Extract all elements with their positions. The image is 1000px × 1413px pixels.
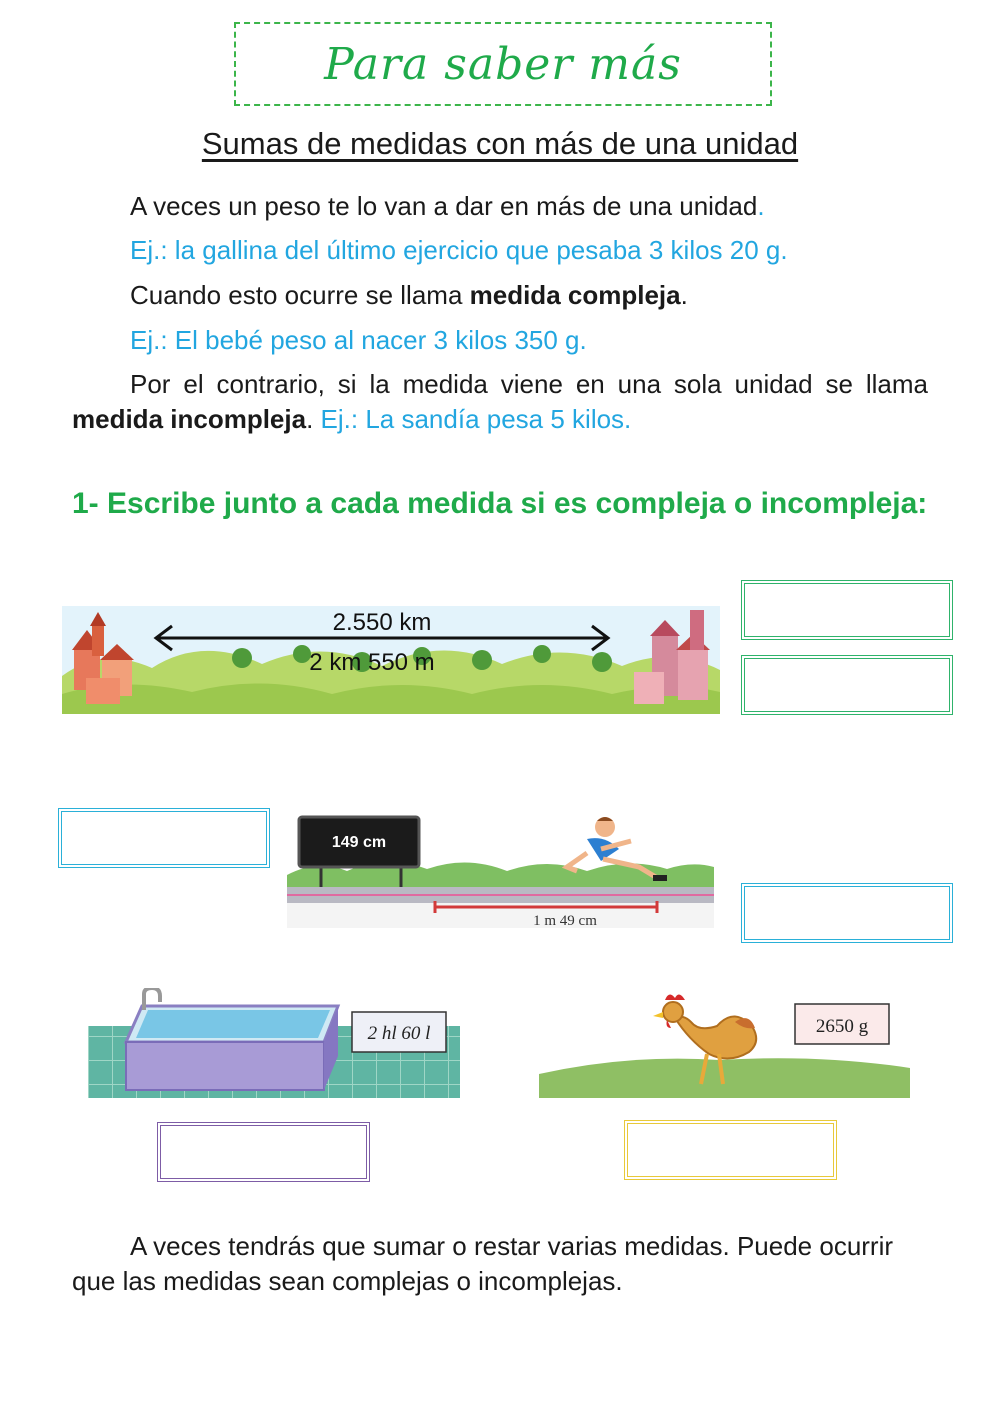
answer-box-bathtub[interactable] bbox=[157, 1122, 370, 1182]
example-1: Ej.: la gallina del último ejercicio que pesaba 3 kilos 20 g. bbox=[130, 235, 788, 265]
answer-input-bathtub[interactable] bbox=[161, 1126, 366, 1178]
intro-line-2-text: Cuando esto ocurre se llama bbox=[130, 280, 470, 310]
bathtub-label: 2 hl 60 l bbox=[367, 1023, 431, 1044]
intro-line-2 bbox=[130, 278, 950, 313]
answer-input-jump-distance[interactable] bbox=[745, 887, 949, 939]
question-1: 1- Escribe junto a cada medida si es compleja o incompleja: bbox=[72, 487, 928, 520]
term-incompleja: medida incompleja bbox=[72, 404, 307, 434]
intro-line-1-text: A veces un peso te lo van a dar en más de una unidad bbox=[130, 191, 758, 221]
answer-input-road-bottom[interactable] bbox=[745, 659, 949, 711]
answer-input-hen[interactable] bbox=[628, 1124, 833, 1176]
outro-paragraph: A veces tendrás que sumar o restar varias medidas. Puede ocurrir que las medidas sean complejas o incomplejas. bbox=[72, 1231, 894, 1296]
answer-box-jump-sign[interactable] bbox=[58, 808, 270, 868]
road-illustration bbox=[62, 606, 720, 714]
example-3: Ej.: La sandía pesa 5 kilos. bbox=[320, 404, 632, 434]
answer-box-jump-distance[interactable] bbox=[741, 883, 953, 943]
term-compleja: medida compleja bbox=[469, 280, 681, 310]
example-2: Ej.: El bebé peso al nacer 3 kilos 350 g. bbox=[130, 325, 587, 355]
road-label-top: 2.550 km bbox=[332, 609, 432, 636]
intro-line-3 bbox=[72, 367, 928, 437]
intro-line-1 bbox=[130, 189, 950, 224]
answer-box-hen[interactable] bbox=[624, 1120, 837, 1180]
road-label-bottom: 2 km 550 m bbox=[309, 649, 435, 676]
answer-input-jump-sign[interactable] bbox=[62, 812, 266, 864]
title-box bbox=[234, 22, 772, 106]
subtitle: Sumas de medidas con más de una unidad bbox=[201, 126, 799, 161]
page-title: Para saber más bbox=[324, 38, 682, 90]
answer-input-road-top[interactable] bbox=[745, 584, 949, 636]
intro-line-2-end: . bbox=[680, 280, 688, 310]
bathtub-illustration bbox=[88, 988, 460, 1098]
hen-illustration bbox=[539, 988, 910, 1098]
hen-label: 2650 g bbox=[815, 1016, 869, 1037]
jump-sign-label: 149 cm bbox=[331, 834, 387, 851]
intro-line-3-end: . bbox=[306, 404, 321, 434]
jump-distance-label: 1 m 49 cm bbox=[533, 913, 597, 928]
long-jump-illustration bbox=[287, 809, 714, 928]
intro-line-1-dot: . bbox=[757, 191, 765, 221]
answer-box-road-top[interactable] bbox=[741, 580, 953, 640]
intro-line-3-text: Por el contrario, si la medida viene en una sola unidad se llama bbox=[130, 369, 928, 399]
answer-box-road-bottom[interactable] bbox=[741, 655, 953, 715]
